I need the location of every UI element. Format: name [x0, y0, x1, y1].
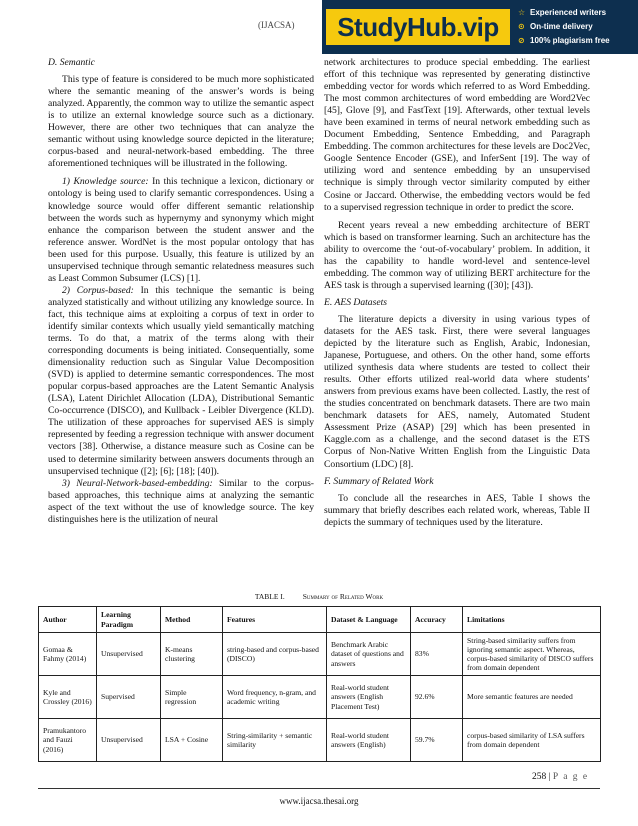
- studyhub-banner[interactable]: [322, 0, 638, 54]
- table-title: Summary of Related Work: [302, 592, 384, 601]
- section-heading-semantic: D. Semantic: [48, 57, 95, 68]
- column-header: Dataset & Language: [327, 607, 411, 633]
- subsection-heading: 3) Neural-Network-based-embedding:: [62, 477, 213, 489]
- column-header: Features: [223, 607, 327, 633]
- table-row: [39, 719, 601, 762]
- table-cell: Real-world student answers (English Placement Test): [327, 676, 411, 719]
- table-cell: Unsupervised: [97, 719, 161, 762]
- paragraph: 1) Knowledge source: In this technique a lexicon, dictionary or ontology is being used to clarify semantic correspondences. Using a knowledge source would offer different semantic relationship between the words such as hypernymy and synonymy which might enhance the comparison between the student answer and the reference answer. WordNet is the most popular ontology that has been used for this purpose. Usually, this feature is utilized by an unsupervised technique through semantic relatedness measures such as Least Common Subsumer (LCS) [1].: [48, 176, 314, 284]
- shield-icon: ⊘: [518, 36, 525, 45]
- journal-url: www.ijacsa.thesai.org: [279, 796, 359, 806]
- section-heading-datasets: E. AES Datasets: [324, 296, 387, 308]
- table-cell: LSA + Cosine: [161, 719, 223, 762]
- page-label: P a g e: [552, 772, 589, 782]
- table-cell: Unsupervised: [97, 633, 161, 676]
- journal-header: (IJACSA): [258, 20, 295, 30]
- paragraph: To conclude all the researches in AES, Table I shows the summary that briefly describes each related work, whereas, Table II depicts the summary of techniques used by the literature.: [324, 492, 590, 528]
- table-caption: [0, 592, 638, 601]
- table-cell: Word frequency, n-gram, and academic writing: [223, 676, 327, 719]
- table-cell: Supervised: [97, 676, 161, 719]
- column-header: Accuracy: [411, 607, 463, 633]
- table-cell: K-means clustering: [161, 633, 223, 676]
- column-header: Limitations: [463, 607, 601, 633]
- table-cell: Benchmark Arabic dataset of questions and answers: [327, 633, 411, 676]
- column-header: Learning Paradigm: [97, 607, 161, 633]
- table-row: [39, 633, 601, 676]
- page-number: 258 | P a g e: [532, 772, 589, 782]
- paragraph: Recent years reveal a new embedding architecture of BERT which is based on transformer learning. Such an architecture has the ability to overcome the ‘out-of-vocabulary’ problem. In addition, it has the capability to handle word-level and sentence-level embedding. The common way of utilizing BERT architecture for the AES task is through a supervised learning ([30]; [43]).: [324, 219, 590, 291]
- brand-feature: ☆ Experienced writers: [518, 6, 610, 20]
- studyhub-logo[interactable]: StudyHub.vip: [326, 9, 510, 45]
- paragraph: network architectures to produce special embedding. The earliest effort of this technique was represented by generating distinctive embedding vector for words which referred to as Word Embedding. The most common architectures of word embedding are Word2Vec [45], Glove [9], and FastText [19]. Afterwards, other textual levels have been examined in terms of neural network embedding such as Document Embedding, Sentence Embedding, and Paragraph Embedding. The common architectures for these levels are Doc2Vec, Google Sentence Encoder (GSE), and InferSent [19]. The way of utilizing word and sentence embedding by an unsupervised technique is simply through vector similarity computed by either Cosine or Jaccard. Otherwise, the embedding vectors would be fed to a supervised regression technique in order to predict the score.: [324, 57, 590, 213]
- subsection-heading: 1) Knowledge source:: [62, 176, 149, 188]
- paragraph: 2) Corpus-based: In this technique the semantic is being analyzed statistically and without utilizing any knowledge source. In fact, this technique aims at exploiting a corpus of text in order to identify similar contexts which usually yield semantically matching terms. To do that, a matrix of the terms along with their corresponding documents is being initiated. Consequentially, some dimensionality reduction such as Singular Value Decomposition (SVD) is applied to determine semantic correspondences. The most popular corpus-based approaches are the Latent Semantic Analysis (LSA), Latent Dirichlet Allocation (LDA), Distributional Semantic Co-occurrence (DISCO), and Kullback - Leibler Divergence (KLD). The utilization of these approaches for supervised AES is simply represented by feeding a regression technique with answer document vectors [38]. Otherwise, a distance measure such as Cosine can be used to determine similarity between answers documents through an unsupervised technique ([2]; [6]; [18]; [40]).: [48, 284, 314, 477]
- left-column: [48, 57, 314, 526]
- table-cell: 83%: [411, 633, 463, 676]
- table-cell: Kyle and Crossley (2016): [39, 676, 97, 719]
- brand-feature: ⊘ 100% plagiarism free: [518, 34, 610, 48]
- table-header-row: [39, 607, 601, 633]
- paragraph: 3) Neural-Network-based-embedding: Similar to the corpus-based approaches, this technique aims at analyzing the semantic aspect of the text without the use of knowledge source. The key distinguishes here is the utilization of neural: [48, 477, 314, 525]
- table-row: [39, 676, 601, 719]
- table-cell: 92.6%: [411, 676, 463, 719]
- related-work-table: [38, 606, 601, 762]
- table-cell: String-based similarity suffers from ignoring semantic aspect. Whereas, corpus-based similarity of DISCO suffers from domain dependent: [463, 633, 601, 676]
- subsection-heading: 2) Corpus-based:: [62, 284, 134, 296]
- table-cell: Real-world student answers (English): [327, 719, 411, 762]
- table-cell: More semantic features are needed: [463, 676, 601, 719]
- table-cell: 59.7%: [411, 719, 463, 762]
- table-number: TABLE I.: [254, 592, 285, 601]
- table-cell: Pramukantoro and Fauzi (2016): [39, 719, 97, 762]
- clock-icon: ⊙: [518, 22, 525, 31]
- column-header: Method: [161, 607, 223, 633]
- table-cell: String-similarity + semantic similarity: [223, 719, 327, 762]
- column-header: Author: [39, 607, 97, 633]
- footer-divider: [38, 788, 600, 789]
- table-cell: string-based and corpus-based (DISCO): [223, 633, 327, 676]
- table-cell: corpus-based similarity of LSA suffers from domain dependent: [463, 719, 601, 762]
- table-cell: Gomaa & Fahmy (2014): [39, 633, 97, 676]
- star-icon: ☆: [518, 8, 526, 17]
- right-column: [324, 57, 590, 529]
- paragraph: This type of feature is considered to be much more sophisticated where the semantic meaning of the answer’s words is being analyzed. Apparently, the common way to utilize the semantic aspect is to utilize an external knowledge source such as a dictionary. However, there are other two techniques that can analyze the semantic without using knowledge source depicted in the literature; corpus-based and neural-network-based embedding. The three aforementioned techniques will be illustrated in the following.: [48, 74, 314, 170]
- brand-feature-list: [518, 6, 610, 48]
- paragraph: The literature depicts a diversity in using various types of datasets for the AES task. First, there were several languages depicted by the literature such as English, Arabic, Indonesian, Japanese, Portuguese, and others. On the other hand, some efforts utilized synthesis data where students are tested to collect their results. Other efforts utilized real-world data where students’ answers from previous exams have been collected. Lastly, the rest of the studies concentrated on benchmark datasets. There are two main benchmark datasets for AES, namely, Automated Student Assessment Prize (ASAP) [29] which has been presented in Kaggle.com as a challenge, and the second dataset is the ETS Corpus of Non-Native Written English from the Linguistic Data Consortium (LDC) [8].: [324, 313, 590, 470]
- brand-feature: ⊙ On-time delivery: [518, 20, 610, 34]
- section-heading-summary: F. Summary of Related Work: [324, 475, 434, 487]
- table-cell: Simple regression: [161, 676, 223, 719]
